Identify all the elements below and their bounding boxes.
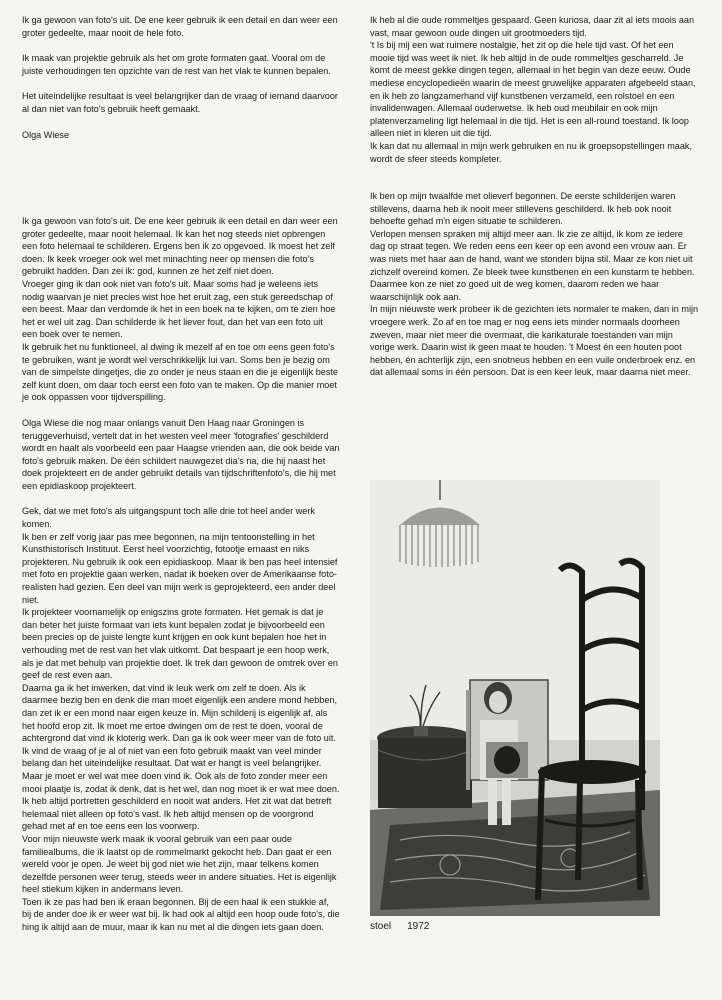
paragraph: Ik heb altijd portretten geschilderd en nooit wat anders. Het zit wat dat betreft helemaal niet alleen op foto's vast. Ik heb altijd mensen op de voorgrond gehad met af en toe eens een los voorwerp. (22, 796, 332, 832)
paragraph: Ik ben op mijn twaalfde met olieverf begonnen. De eerste schilderijen waren stillevens, daarna heb ik nooit meer stillevens geschilderd. Ik heb ook nooit behoefte gehad m'n eigen situatie te schilderen. (370, 191, 676, 227)
paragraph: Ik ben er zelf vorig jaar pas mee begonnen, na mijn tentoonstelling in het Kunsthistorisch Instituut. Eerst heel voorzichtig, fotootje ernaast en niks projekteren. Nu gebruik ik ook een epidiaskoop. Maar ik ben pas heel intensief met foto en projektie gaan werken, nadat ik boeken over de Amerikaanse foto-realisten had gezien. Een deel van mijn werk is geprojekteerd, een ander deel niet. (22, 531, 338, 605)
right-article-column (370, 190, 700, 379)
cat-shape (494, 746, 520, 774)
paragraph: Olga Wiese die nog maar onlangs vanuit Den Haag naar Groningen is teruggeverhuisd, vertelt dat in het westen veel meer 'fotografies' geschilderd wordt en haalt als voorbeeld een paar Haagse vrienden aan, die ook beide van foto's gebruik maken. De één schildert nauwgezet dia's na, die hij naast het doek projekteert en de ander gebruikt details van tijdschriftenfoto's, die hij met een epidiaskoop projekteert. (22, 417, 340, 491)
caption-title: stoel (370, 921, 392, 932)
paragraph-gap (22, 39, 340, 52)
paragraph-gap (22, 492, 340, 505)
left-article-column (22, 215, 340, 934)
paragraph: Ik ga gewoon van foto's uit. De ene keer gebruik ik een detail en dan weer een groter gedeelte, maar nooit helemaal. Ik kan het nog steeds niet opbrengen een foto helemaal te schilderen. Ergens ben ik zo opgevoed. Ik moest het zelf doen. Ik keek vroeger ook wel met minachting neer op mensen die foto's gebruikt hadden. Dan zei ik: god, kunnen ze het zelf niet doen. (22, 216, 338, 277)
paragraph: Ik heb al die oude rommeltjes gespaard. Geen kuriosa, daar zit al iets moois aan vast, maar gewoon oude dingen uit grootmoeders tijd. (370, 15, 695, 38)
paragraph: Ik vind de vraag of je al of niet van een foto gebruik maakt van veel minder belang dan het uiteindelijke resultaat. Dat wat er hangt is veel belangrijker. Maar je moet er wel wat mee doen vind ik. Ook als de foto zonder meer een mooi plaatje is, zodat ik denk, dat is het wel, dan nog moet ik er wat mee doen. (22, 745, 340, 794)
paragraph: Voor mijn nieuwste werk maak ik vooral gebruik van een paar oude familiealbums, die ik laatst op de rommelmarkt gekocht heb. Dan gaat er een wereld voor je open. Je weet bij god niet wie het zijn, maar telkens komen dezelfde personen weer terug, steeds weer in andere situaties. Het is eigenlijk heel stiekum kijken in andermans leven. (22, 833, 337, 895)
paragraph: 't Is bij mij een wat ruimere nostalgie, het zit op die hele tijd vast. Of het een mooie tijd was weet ik niet. Ik heb altijd in de oude rommeltjes gescharreld. Je komt de meest gekke dingen tegen, allemaal in het begin van deze eeuw. Oude mediese encyclopedieën waarin de meest gruwelijke apparaten afgebeeld staan, en ik heb zo langzamerhand vijf kunstbenen verzameld, een rolstoel en een invalidenwagen. Allemaal ouderwetse. Ik heb oud meubilair en ook mijn platenverzameling ligt helemaal in die tijd. Het is een all-round toestand. Ik loop alleen niet in kleren uit die tijd. (370, 40, 696, 139)
paragraph: Ik gebruik het nu funktioneel, al dwing ik mezelf af en toe om eens geen foto's te gebruiken, want je wordt wel verschrikkelijk lui van. Soms ben je bezig om van de simpelste dingetjes, die zo onder je neus staan en die je eigenlijk beste zelf kunt doen, om daar toch eerst een foto van te maken. Op die manier moet je ook oppassen voor tijdverspilling. (22, 341, 338, 403)
right-top-column (370, 14, 700, 165)
photo-caption (370, 921, 429, 932)
paragraph: Toen ik ze pas had ben ik eraan begonnen. Bij de een haal ik een stukkie af, bij de ander doe ik er weer wat bij. Ik had ook al altijd een hoop oude foto's, die hing ik altijd aan de muur, maar ik kan nu met al die dingen iets gaan doen. (22, 896, 340, 933)
author-name: Olga Wiese (22, 129, 70, 140)
paragraph: Ik projekteer voornamelijk op enigszins grote formaten. Het gemak is dat je dan beter het juiste formaat van iets kunt bepalen zodat je bijvoorbeeld een been precies op de juiste lengte kunt krijgen en ook kunt bepalen hoe het in verhouding met de rest van het vlak uitkomt. Dat bespaart je een hoop werk, als je dat met behulp van projektie doet. Ik trek dan gewoon de omtrek over en geef de rest even aan. (22, 607, 338, 681)
paragraph-gap (22, 77, 340, 90)
paragraph: Gek, dat we met foto's als uitgangspunt toch alle drie tot heel ander werk komen. (22, 506, 315, 530)
paragraph: Ik kan dat nu allemaal in mijn werk gebruiken en nu ik groepsopstellingen maak, wordt de sfeer steeds kompleter. (370, 140, 692, 164)
side-table (378, 738, 472, 808)
paragraph: Ik ga gewoon van foto's uit. De ene keer gebruik ik een detail en dan weer een groter gedeelte, maar nooit de hele foto. (22, 15, 338, 38)
paragraph: In mijn nieuwste werk probeer ik de gezichten iets normaler te maken, dan in mijn vroegere werk. Zo af en toe mag er nog eens iets minder normaals doorheen zweven, maar niet meer die overmaat, die karikaturale toestanden van mijn vorige werk. Daarin wist ik geen maat te houden. 't Moest én een houten poot hebben, én achterlijk zijn, een snotneus hebben en een vuile onderbroek enz. en dat allemaal soms in één persoon. Dat is een keer leuk, maar daarna niet meer. (370, 304, 699, 378)
caption-year: 1972 (407, 921, 430, 932)
paragraph: Het uiteindelijke resultaat is veel belangrijker dan de vraag of iemand daarvoor al dan niet van foto's gebruik heeft gemaakt. (22, 91, 338, 114)
paragraph: Ik maak van projektie gebruik als het om grote formaten gaat. Vooral om de juiste verhoudingen ten opzichte van de rest van het vlak te kunnen bepalen. (22, 53, 331, 76)
painting-photo (370, 480, 660, 916)
paragraph: Verlopen mensen spraken mij altijd meer aan. Ik zie ze altijd, ik kom ze iedere dag op straat tegen. We reden eens een keer op een avond een vrouw aan. Er was niets met haar aan de hand, want we stonden bijna stil. Maar ze kon niet uit zichzelf overeind komen. Ze bleek twee kunstbenen en een kunstarm te hebben. Daarmee kon ze niet zo goed uit de weg komen, daarom reden we haar waarschijnlijk ook aan. (370, 228, 695, 302)
paragraph: Vroeger ging ik dan ook niet van foto's uit. Maar soms had je weleens iets nodig waarvan je niet precies wist hoe het eruit zag, een stuk gereedschap of een beest. Maar dan verdomde ik het in een boek na te kijken, om te zien hoe het er wel uit zag. Dan schilderde ik het liever fout, dan het van een foto uit een boek over te nemen. (22, 278, 336, 340)
paragraph-gap (22, 404, 340, 417)
painting-illustration (370, 480, 660, 916)
intro-quote-column (22, 14, 340, 141)
paragraph: Daarna ga ik het inwerken, dat vind ik leuk werk om zelf te doen. Als ik daarmee bezig ben en denk die man moet eigenlijk een andere mond hebben, dan zet ik er een mond naar eigen keuze in. Mijn schilderij is eigenlijk af, als het hoofd erop zit. Ik moet me ertoe dwingen om de rest te doen, vooral de achtergrond dat vind ik kloterig werk. Dan ga ik ook weer meer van de foto uit. (22, 682, 337, 744)
